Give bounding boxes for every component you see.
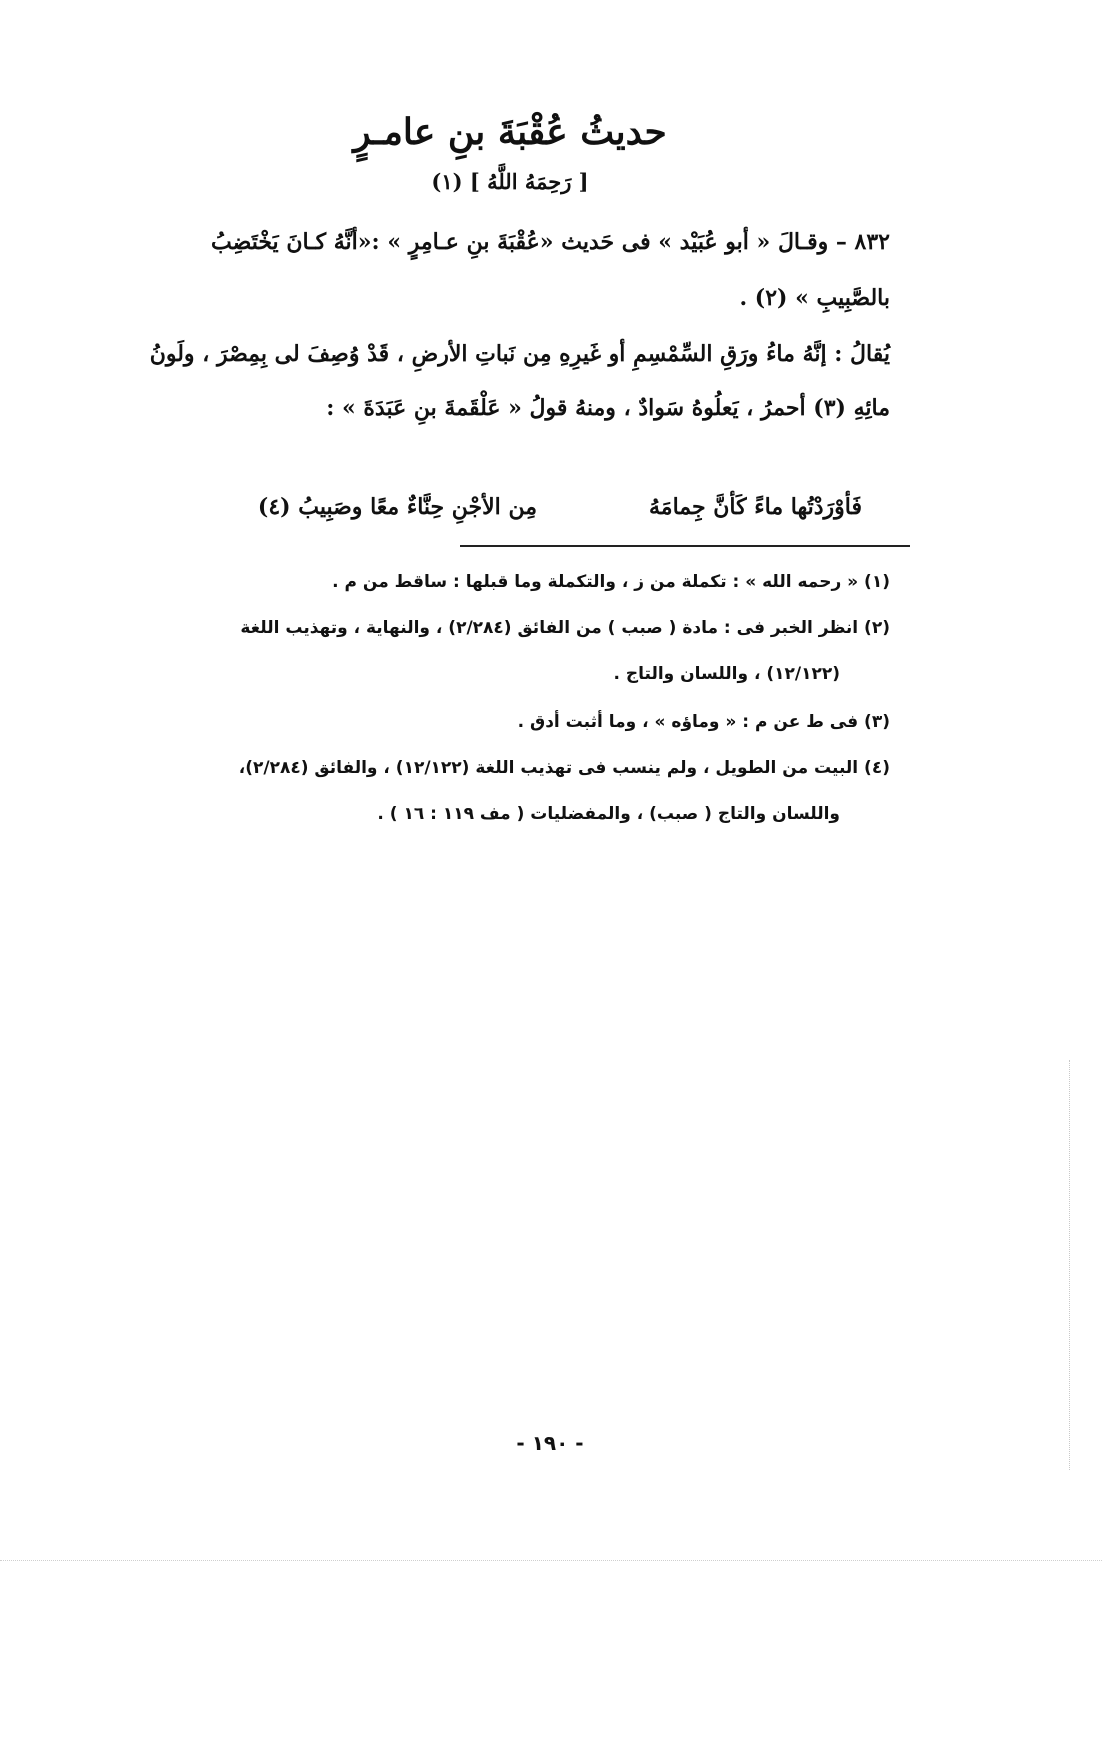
footnote-1: (١) « رحمه الله » : تكملة من ز ، والتكملة وما قبلها : ساقط من م . — [332, 572, 890, 592]
footnote-4-line-2: واللسان والتاج ( صبب) ، والمفضليات ( مف ١١٩ : ١٦ ) . — [377, 804, 840, 824]
verse-second-hemistich: مِن الأجْنِ حِنَّاءٌ معًا وصَبِيبُ (٤) — [257, 494, 537, 520]
verse-first-hemistich: فَأوْرَدْتُها ماءً كَأنَّ جِمامَهُ — [649, 494, 862, 520]
footnote-2-line-2: (١٢/١٢٢) ، واللسان والتاج . — [613, 664, 840, 684]
footnote-3: (٣) فى ط عن م : « وماؤه » ، وما أثبت أدق . — [517, 712, 890, 732]
footnote-4-line-1: (٤) البيت من الطويل ، ولم ينسب فى تهذيب اللغة (١٢/١٢٢) ، والفائق (٢/٢٨٤)، — [238, 758, 890, 778]
scan-edge-artifact — [1069, 1060, 1072, 1470]
page-number: - ١٩٠ - — [516, 1431, 584, 1455]
entry-line-1: ٨٣٢ – وقـالَ « أبو عُبَيْد » فى حَديث «عُقْبَةَ بنِ عـامِرٍ » :«أنَّهُ كـانَ يَخْتَضِبُ — [211, 229, 890, 255]
footnote-2-line-1: (٢) انظر الخبر فى : مادة ( صبب ) من الفائق (٢/٢٨٤) ، والنهاية ، وتهذيب اللغة — [240, 618, 890, 638]
chapter-subtitle: [ رَحِمَهُ اللَّهُ ] (١) — [431, 169, 589, 194]
footnote-separator — [460, 545, 910, 547]
explanation-line-2: مائِهِ (٣) أحمرُ ، يَعلُوهُ سَوادٌ ، ومنهُ قولُ « عَلْقَمةَ بنِ عَبَدَةَ » : — [326, 395, 890, 421]
chapter-title: حديثُ عُقْبَةَ بنِ عامـرٍ — [353, 111, 667, 153]
explanation-line-1: يُقالُ : إنَّهُ ماءُ ورَقِ السِّمْسِمِ أو غَيرِهِ مِن نَباتِ الأرضِ ، قَدْ وُصِفَ لى بِمِصْرَ ، ولَونُ — [149, 341, 890, 367]
scan-bottom-artifact — [0, 1560, 1102, 1562]
entry-line-2: بالصَّبِيبِ » (٢) . — [739, 285, 890, 311]
